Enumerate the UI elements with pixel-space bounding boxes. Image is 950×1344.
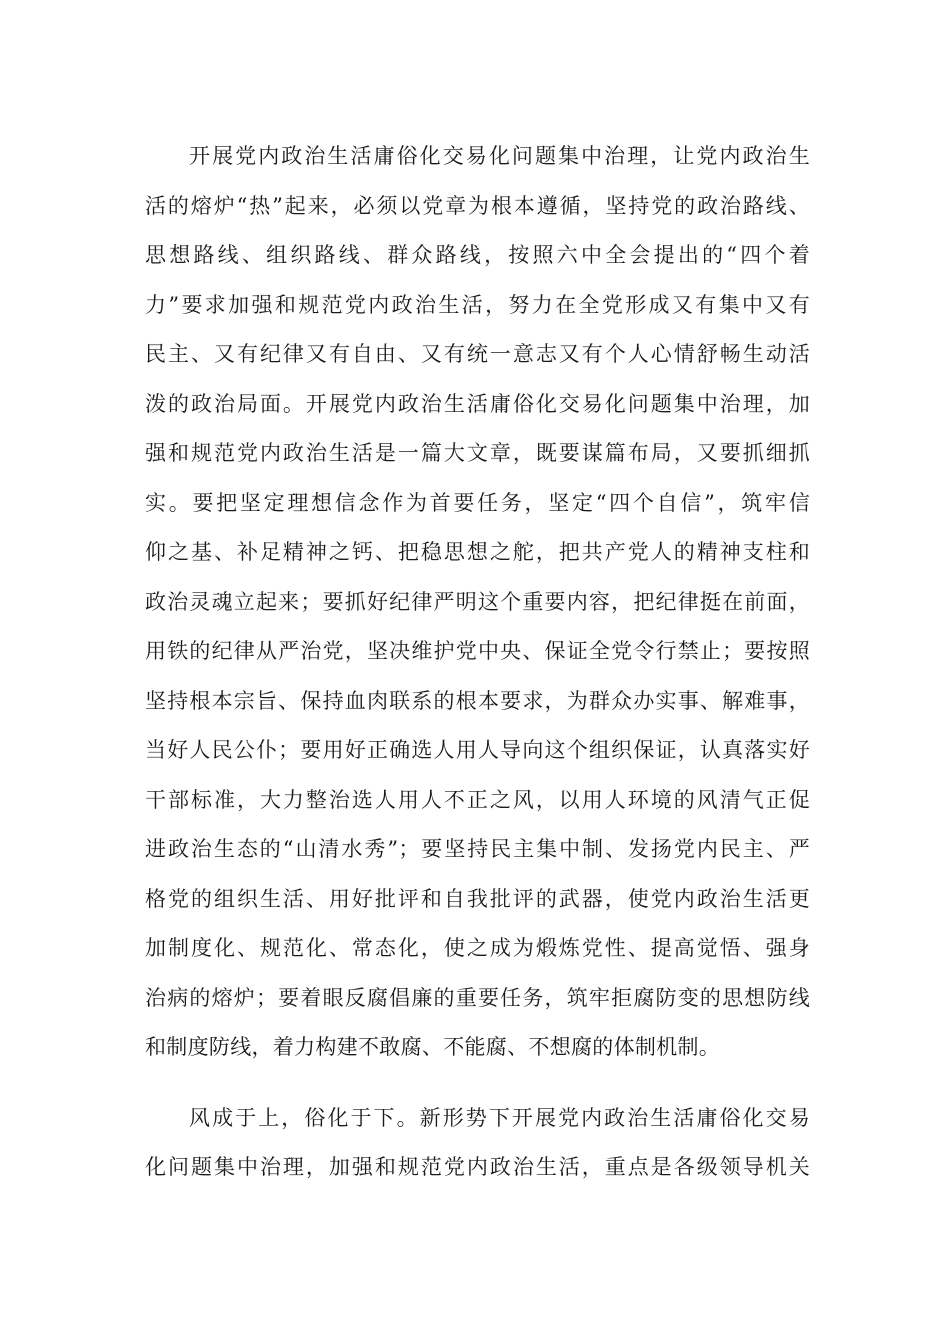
text-line: 风成于上，俗化于下。新形势下开展党内政治生活庸俗化交易 (189, 1105, 810, 1130)
paragraph-1 (145, 132, 810, 1073)
text-line: 加制度化、规范化、常态化，使之成为煅炼党性、提高觉悟、强身 (145, 936, 810, 960)
text-line: 用铁的纪律从严治党，坚决维护党中央、保证全党令行禁止；要按照 (145, 639, 810, 663)
text-line: 坚持根本宗旨、保持血肉联系的根本要求，为群众办实事、解难事， (145, 688, 810, 713)
text-line: 力”要求加强和规范党内政治生活，努力在全党形成又有集中又有 (145, 292, 810, 317)
text-line: 实。要把坚定理想信念作为首要任务，坚定“四个自信”，筑牢信 (145, 490, 810, 515)
text-line: 强和规范党内政治生活是一篇大文章，既要谋篇布局，又要抓细抓 (145, 441, 810, 465)
paragraph-spacer (145, 1073, 810, 1094)
text-line: 政治灵魂立起来；要抓好纪律严明这个重要内容，把纪律挺在前面， (145, 589, 810, 614)
text-line: 当好人民公仆；要用好正确选人用人导向这个组织保证，认真落实好 (145, 738, 810, 762)
text-line: 进政治生态的“山清水秀”；要坚持民主集中制、发扬党内民主、严 (145, 837, 810, 861)
text-line: 治病的熔炉；要着眼反腐倡廉的重要任务，筑牢拒腐防变的思想防线 (145, 985, 810, 1010)
text-line: 和制度防线，着力构建不敢腐、不能腐、不想腐的体制机制。 (145, 1035, 721, 1059)
text-line: 民主、又有纪律又有自由、又有统一意志又有个人心情舒畅生动活 (145, 342, 810, 366)
text-line: 仰之基、补足精神之钙、把稳思想之舵，把共产党人的精神支柱和 (145, 540, 810, 564)
text-line: 思想路线、组织路线、群众路线，按照六中全会提出的“四个着 (145, 243, 810, 267)
text-line: 开展党内政治生活庸俗化交易化问题集中治理，让党内政治生 (189, 144, 810, 168)
text-line: 化问题集中治理，加强和规范党内政治生活，重点是各级领导机关 (145, 1155, 810, 1179)
document-body (145, 132, 810, 1193)
text-line: 泼的政治局面。开展党内政治生活庸俗化交易化问题集中治理，加 (145, 391, 810, 416)
paragraph-2 (145, 1094, 810, 1193)
text-line: 活的熔炉“热”起来，必须以党章为根本遵循，坚持党的政治路线、 (145, 193, 810, 218)
text-line: 干部标准，大力整治选人用人不正之风，以用人环境的风清气正促 (145, 787, 810, 812)
text-line: 格党的组织生活、用好批评和自我批评的武器，使党内政治生活更 (145, 886, 810, 911)
